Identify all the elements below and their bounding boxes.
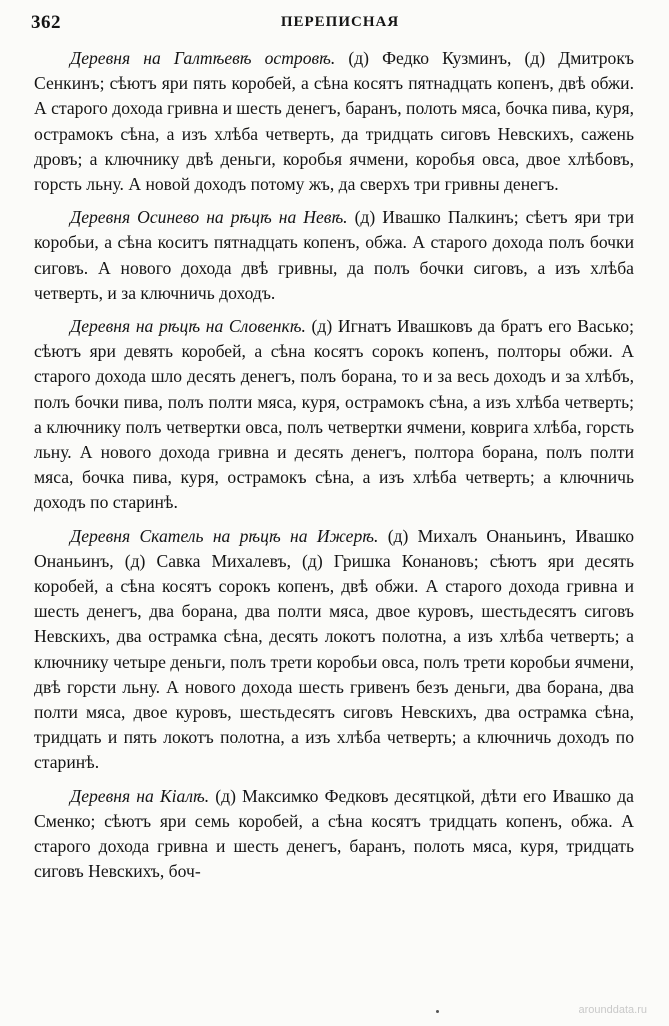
village-name: Деревня на Кіалѣ. [70, 785, 210, 806]
page-body [34, 46, 634, 893]
watermark: arounddata.ru [578, 1004, 647, 1016]
paragraph-text: (д) Максимко Федковъ десятцкой, дѣти его Ивашко да Сменко; сѣютъ яри семь коробей, а сѣна косятъ тридцать копенъ, обжа. А старого дохода гривна и шесть денегъ, баранъ, полоть мяса, куря, тридцать сиговъ Невскихъ, боч- [34, 785, 634, 882]
paragraph-galteev-island [34, 46, 634, 197]
running-title: ПЕРЕПИСНАЯ [280, 14, 400, 30]
village-name: Деревня Осинево на рѣцѣ на Невѣ. [70, 207, 348, 228]
paragraph-osinevo [34, 205, 634, 306]
paragraph-skatel [34, 524, 634, 776]
page-number: 362 [31, 12, 61, 33]
paragraph-slovenka [34, 314, 634, 516]
paragraph-text: (д) Ивашко Палкинъ; сѣетъ яри три коробьи, а сѣна коситъ пятнадцать копенъ, обжа. А старого дохода полъ бочки сиговъ. А нового дохода двѣ гривны, да полъ бочки сиговъ, а изъ хлѣба четверть, и за ключничь доходъ. [34, 207, 634, 303]
paragraph-text: (д) Федко Кузминъ, (д) Дмитрокъ Сенкинъ; сѣютъ яри пять коробей, а сѣна косятъ пятнадцать копенъ, двѣ обжи. А старого дохода гривна и шесть денегъ, баранъ, полоть мяса, бочка пива, куря, острамокъ сѣна, а изъ хлѣба четверть, да тридцать сиговъ Невскихъ, сажень дровъ; а ключнику двѣ деньги, коробья ячмени, коробья овса, двое хлѣбовъ, горсть льну. А новой доходъ потому жъ, да сверхъ три гривны денегъ. [34, 48, 634, 195]
scan-speck [436, 1010, 439, 1013]
page-header [31, 12, 649, 40]
paragraph-text: (д) Игнатъ Ивашковъ да братъ его Васько; сѣютъ яри девять коробей, а сѣна косятъ сорокъ копенъ, полторы обжи. А старого дохода шло десять денегъ, полъ борана, то и за весь доходъ и за хлѣбъ, полъ бочки пива, полъ полти мяса, куря, острамокъ сѣна, а изъ хлѣба четверть; а ключнику полъ четвертки овса, полъ четвертки ячмени, коврига хлѣба, горсть льну. А нового дохода гривна и десять денегъ, полтора борана, полъ полти мяса, бочка пива, куря, острамокъ сѣна, а изъ хлѣба четверть; а ключничь доходъ по старинѣ. [34, 316, 634, 513]
village-name: Деревня Скатель на рѣцѣ на Ижерѣ. [70, 525, 379, 546]
paragraph-text: (д) Михалъ Онаньинъ, Ивашко Онаньинъ, (д) Савка Михалевъ, (д) Гришка Конановъ; сѣютъ яри десять коробей, а сѣна косятъ сорокъ копенъ, двѣ обжи. А старого дохода гривна и шесть денегъ, два борана, два полти мяса, двое куровъ, шестьдесятъ сиговъ Невскихъ, два острамка сѣна, десять локотъ полотна, а изъ хлѣба четверть; а ключнику четыре деньги, полъ трети коробьи овса, полъ трети коробьи ячмени, двѣ горсти льну. А нового дохода шесть гривенъ безъ деньги, два борана, два полти мяса, двое куровъ, шестьдесятъ сиговъ Невскихъ, два острамка сѣна, тридцать и пять локотъ полотна, а изъ хлѣба четверть; а ключничь доходъ по старинѣ. [34, 525, 635, 773]
village-name: Деревня на рѣцѣ на Словенкѣ. [70, 316, 306, 337]
paragraph-kial [34, 784, 634, 885]
village-name: Деревня на Галтѣевѣ островѣ. [70, 48, 336, 68]
